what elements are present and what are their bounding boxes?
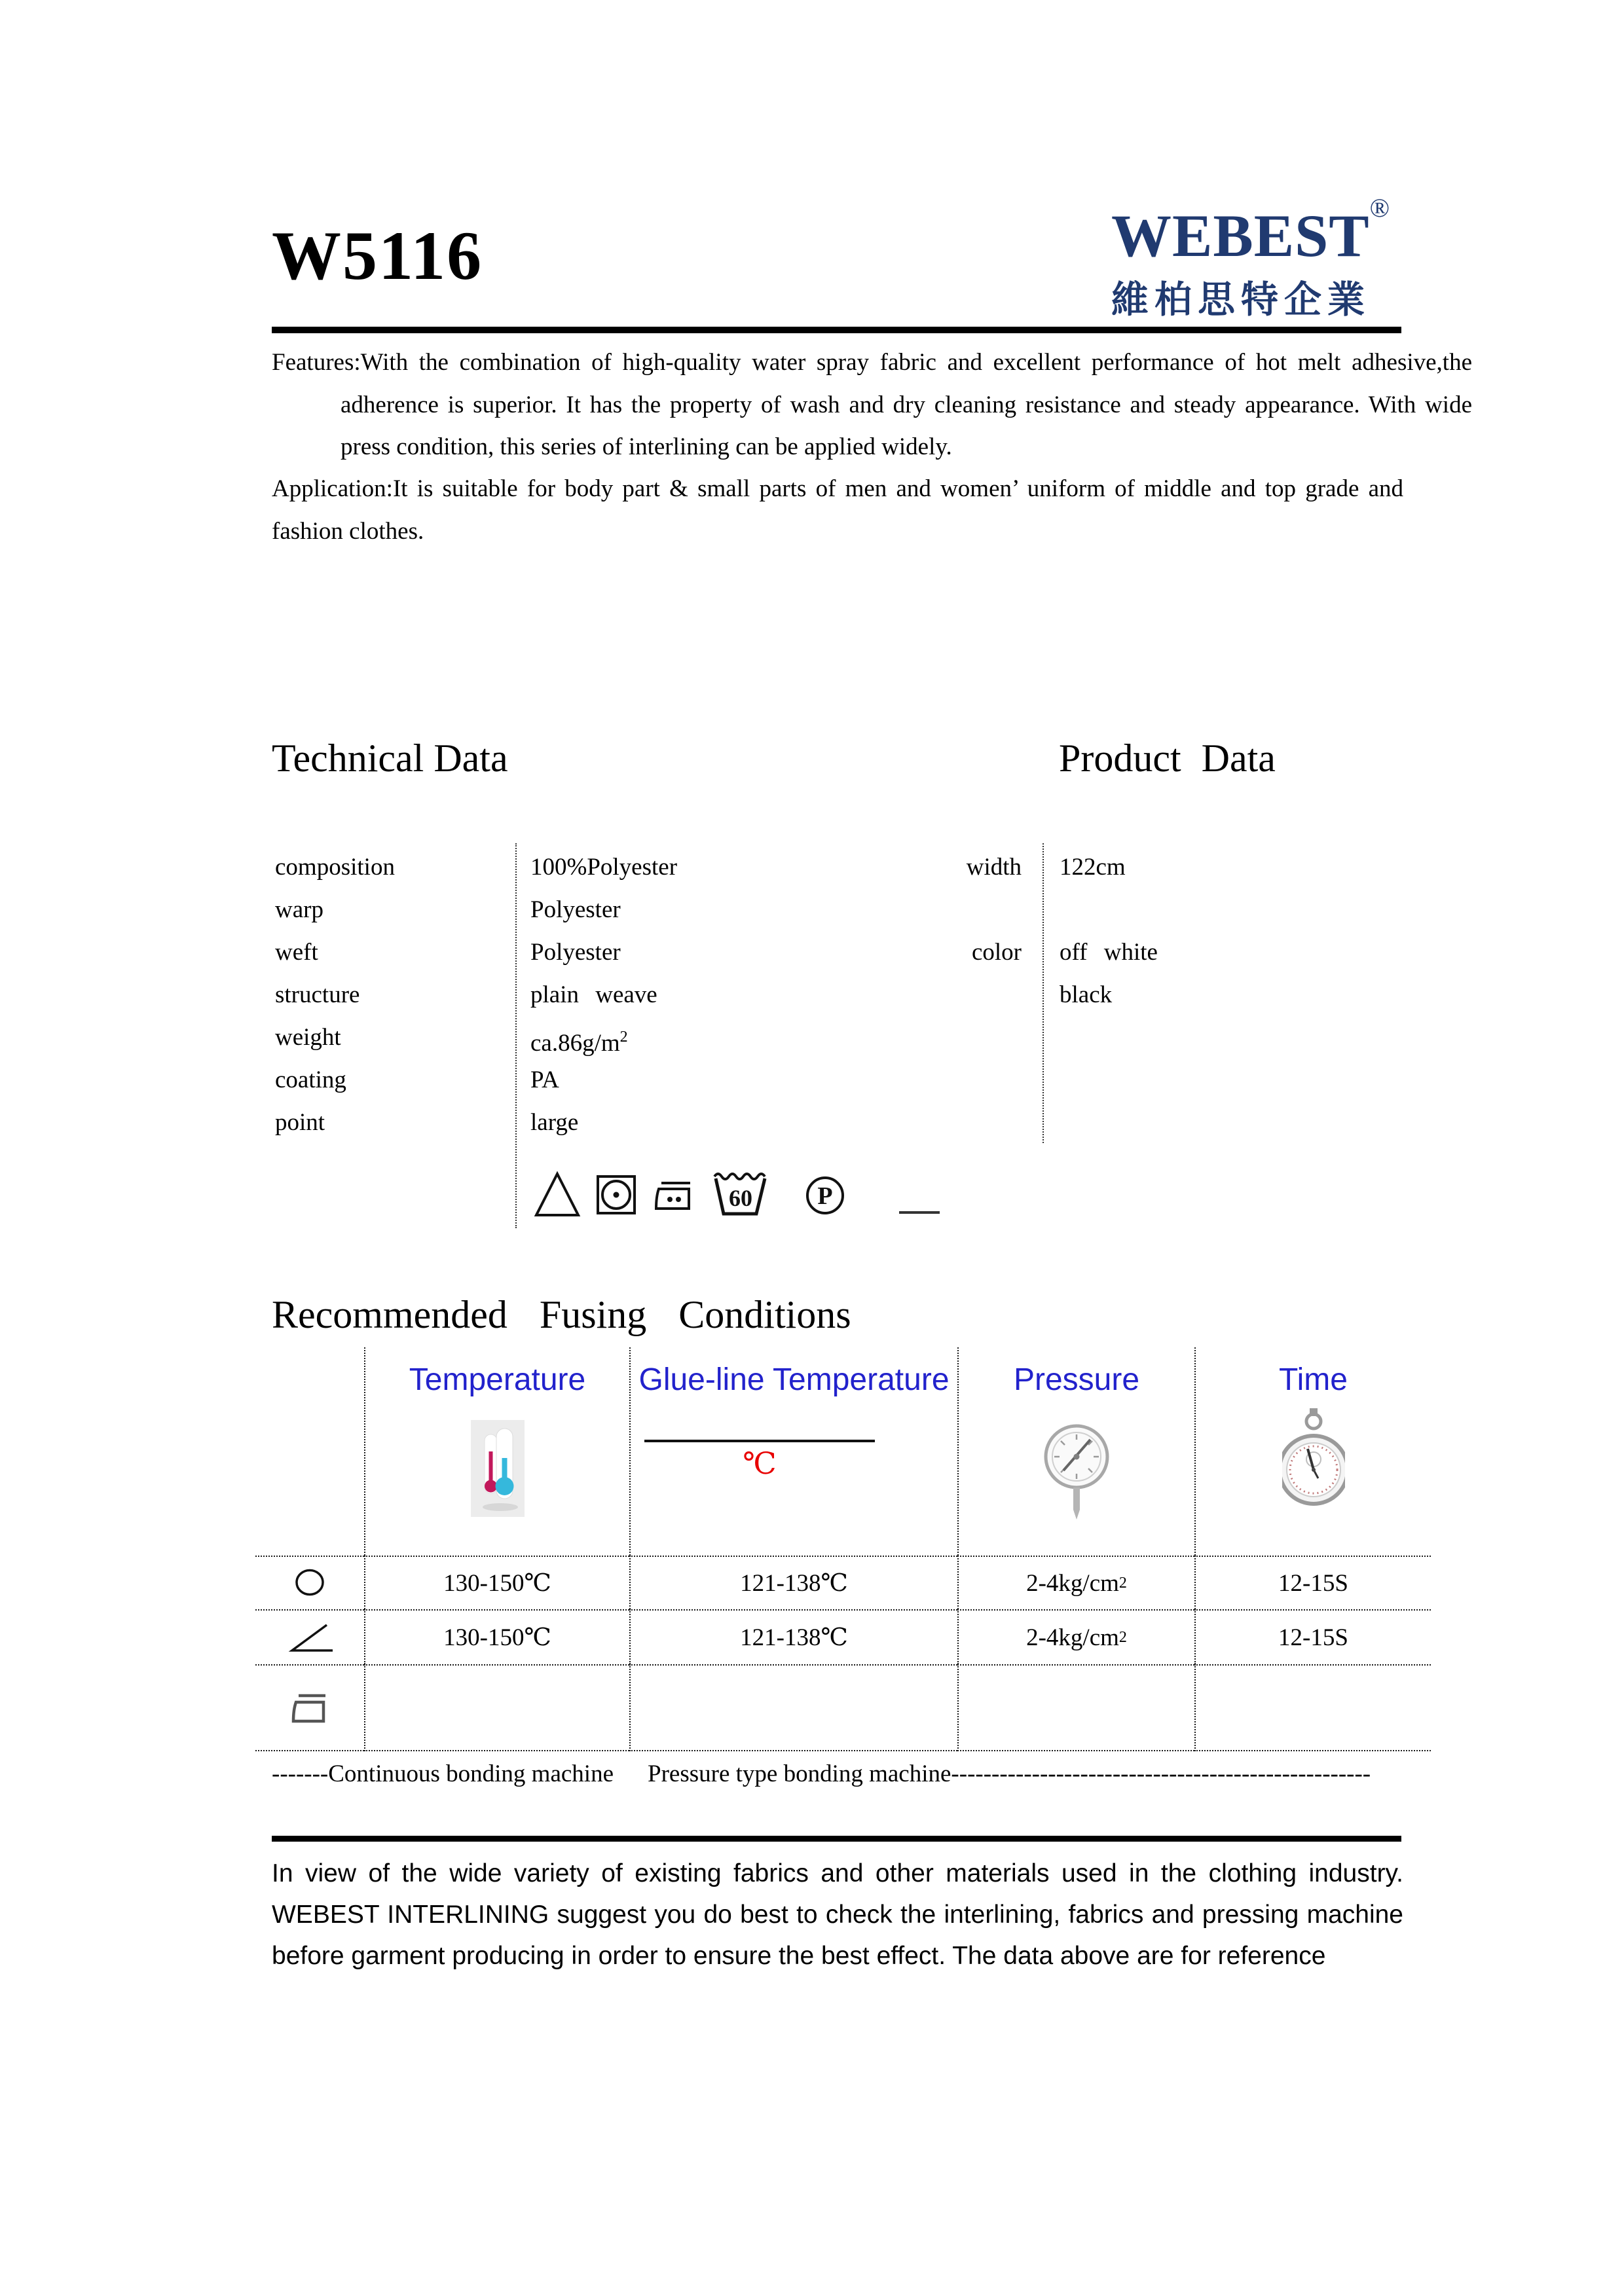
product-values-column — [1060, 846, 1158, 1016]
row2-temperature: 130-150℃ — [364, 1609, 629, 1664]
brand-wordmark: WEBEST — [1111, 202, 1370, 269]
technical-value: Polyester — [530, 939, 621, 966]
color-label: color — [971, 939, 1022, 966]
celsius-unit: ℃ — [743, 1447, 777, 1480]
wash-60-icon — [710, 1168, 771, 1218]
weight-value: ca.86g/m — [530, 1030, 620, 1057]
weight-superscript: 2 — [619, 1029, 628, 1046]
brand-chinese-name: 維柏思特企業 — [1111, 279, 1371, 321]
product-data-title: Product Data — [1059, 737, 1276, 780]
product-column-divider — [1043, 843, 1044, 1143]
color-value-2: black — [1060, 981, 1113, 1008]
row3-empty — [629, 1664, 957, 1751]
technical-values-column — [530, 846, 677, 1144]
technical-value: plain weave — [530, 981, 657, 1008]
technical-labels-column — [275, 846, 395, 1144]
color-value-1: off white — [1060, 939, 1158, 966]
time-header-cell — [1194, 1347, 1431, 1556]
pressure-header-cell — [957, 1347, 1194, 1556]
pressure-superscript: 2 — [1118, 1574, 1127, 1592]
pressure-value: 2-4kg/cm — [1026, 1624, 1119, 1651]
technical-value — [530, 1016, 677, 1059]
brand-logo — [1111, 193, 1391, 323]
row2-time: 12-15S — [1194, 1609, 1431, 1664]
iron-two-dots-icon — [652, 1178, 697, 1215]
brand-name — [1111, 193, 1391, 269]
empty-row — [923, 888, 1022, 931]
technical-label: composition — [275, 854, 395, 881]
bleach-triangle-icon — [534, 1171, 581, 1218]
glue-line-header: Glue-line Temperature — [638, 1362, 950, 1397]
technical-label: coating — [275, 1066, 346, 1093]
product-labels-column — [923, 846, 1022, 974]
temperature-header: Temperature — [409, 1362, 586, 1397]
row2-glue-line: 121-138℃ — [629, 1609, 957, 1664]
width-label: width — [966, 854, 1022, 881]
technical-label: warp — [275, 896, 323, 923]
thermometer-icon — [471, 1420, 525, 1517]
oval-symbol-icon — [293, 1568, 327, 1598]
pressure-header: Pressure — [1013, 1362, 1140, 1397]
dry-clean-p-icon — [805, 1175, 845, 1216]
pressure-value: 2-4kg/cm — [1026, 1569, 1119, 1597]
tumble-dry-icon — [596, 1175, 637, 1215]
row3-symbol-cell — [255, 1664, 364, 1751]
fusing-conditions-table — [255, 1347, 1431, 1751]
product-code: W5116 — [272, 217, 483, 294]
pressure-gauge-icon — [1042, 1410, 1111, 1534]
glue-line-blank — [644, 1440, 875, 1442]
wash-temperature: 60 — [729, 1185, 752, 1211]
width-value: 122cm — [1060, 854, 1126, 881]
glue-line-header-cell — [629, 1347, 957, 1556]
row2-symbol-cell — [255, 1609, 364, 1664]
time-header: Time — [1279, 1362, 1348, 1397]
technical-label: weight — [275, 1024, 341, 1051]
row3-empty — [1194, 1664, 1431, 1751]
technical-value: large — [530, 1109, 579, 1136]
empty-row — [1060, 888, 1158, 931]
footer-divider — [272, 1836, 1401, 1842]
technical-value: Polyester — [530, 896, 621, 923]
dry-clean-letter: P — [817, 1182, 833, 1210]
disclaimer-paragraph: In view of the wide variety of existing fabrics and other materials used in the clothing industry. WEBEST INTERLINING suggest you do best to check the interlining, fabrics and pressing machine before garment producing in order to ensure the best effect. The data above are for reference — [272, 1859, 1403, 1970]
fusing-conditions-title: Recommended Fusing Conditions — [272, 1293, 851, 1336]
technical-column-divider — [515, 843, 517, 1228]
pressure-bonding-caption: Pressure type bonding machine---------------------------------------------------- — [648, 1760, 1371, 1787]
row2-pressure — [957, 1609, 1194, 1664]
dry-flat-line-icon — [898, 1209, 941, 1216]
header-divider — [272, 327, 1401, 333]
technical-label: point — [275, 1109, 325, 1136]
row1-pressure — [957, 1556, 1194, 1609]
row3-empty — [364, 1664, 629, 1751]
row1-glue-line: 121-138℃ — [629, 1556, 957, 1609]
care-symbols-row — [534, 1164, 941, 1218]
pressure-superscript: 2 — [1118, 1628, 1127, 1646]
technical-label: structure — [275, 981, 360, 1008]
row1-time: 12-15S — [1194, 1556, 1431, 1609]
technical-value: 100%Polyester — [530, 854, 678, 881]
continuous-bonding-caption: -------Continuous bonding machine — [272, 1760, 614, 1787]
technical-value: PA — [530, 1066, 559, 1093]
header-corner-cell — [255, 1347, 364, 1556]
bonding-machine-caption — [272, 1760, 1371, 1788]
row1-temperature: 130-150℃ — [364, 1556, 629, 1609]
row3-empty — [957, 1664, 1194, 1751]
technical-data-title: Technical Data — [272, 737, 508, 780]
stopwatch-icon — [1282, 1407, 1345, 1512]
temperature-header-cell — [364, 1347, 629, 1556]
angle-symbol-icon — [284, 1620, 336, 1655]
registered-trademark-icon: ® — [1369, 193, 1391, 223]
technical-label: weft — [275, 939, 318, 966]
features-paragraph: Features:With the combination of high-quality water spray fabric and excellent performance of hot melt adhesive,the adherence is superior. It has the property of wash and dry cleaning resistance and steady appearance. With wide press condition, this series of interlining can be applied widely. — [272, 349, 1472, 460]
iron-symbol-icon — [289, 1691, 331, 1725]
application-paragraph: Application:It is suitable for body part & small parts of men and women’ uniform of middle and top grade and fashion clothes. — [272, 475, 1403, 545]
row1-symbol-cell — [255, 1556, 364, 1609]
